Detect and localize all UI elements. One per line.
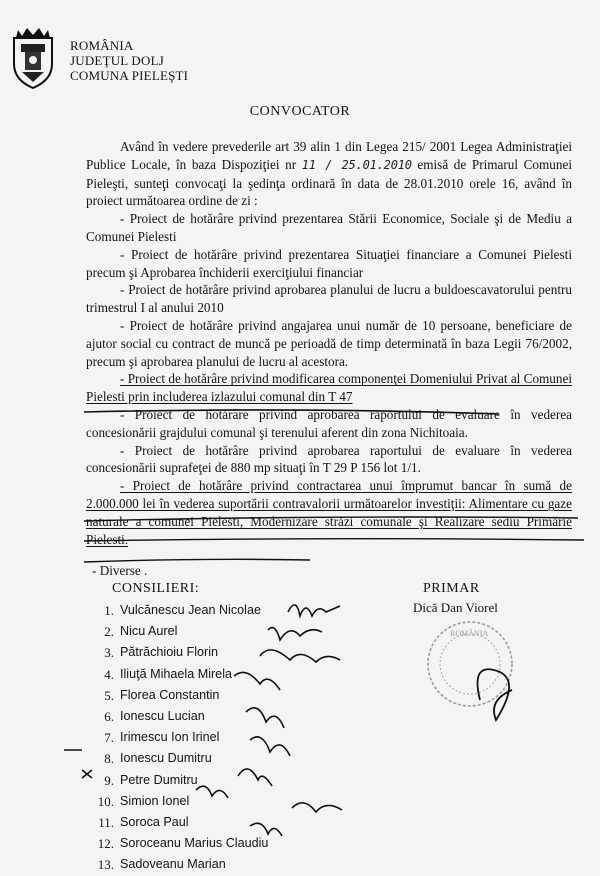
mayor-name: Dică Dan Viorel [413,600,498,615]
list-item [86,770,268,791]
list-number: 2. [104,624,114,640]
councillor-signature [292,803,342,812]
header-commune: COMUNA PIELEŞTI [70,68,189,83]
agenda-diverse: - Diverse . [92,563,148,578]
list-number: 13. [97,857,114,873]
list-item [86,727,268,748]
list-number: 4. [104,666,114,682]
hand-underline [84,559,310,562]
agenda-item: - Proiect de hotărâre privind aprobarea planului de lucru a buldoescavatorului pentru trimestrul I al anului 2010 [86,282,572,316]
header-country: ROMÂNIA [70,38,134,53]
agenda-item-underlined: - Proiect de hotărâre privind contractarea unui împrumut bancar în sumă de 2.000.000 lei în vederea suportării contravalorii următoarelor investiţii: Alimentare cu gaze naturale a comunei Pielesti, Modernizare străzi comunale şi Realizare sediu Primărie Pielesti. [86,478,572,547]
councillor-name: Petre Dumitru [120,772,198,787]
intro-text-1: Având în vedere prevederile art 39 alin 1 din Legea 215/ 2001 Legea Administraţiei Publice Locale, în baza Dispoziţiei nr [86,139,572,172]
mayor-heading: PRIMAR [423,581,480,596]
councillor-name: Ionescu Lucian [120,709,205,724]
list-number: 5. [104,687,114,703]
councillor-name: Sadoveanu Marian [120,857,226,872]
councillor-name: Pătrăchioiu Florin [120,645,218,660]
list-item [86,621,268,642]
councillor-name: Nicu Aurel [120,624,178,639]
agenda-item: - Proiect de hotărâre privind prezentarea Situaţiei financiare a Comunei Pielesti precum şi Aprobarea închiderii exerciţiului financiar [86,246,572,280]
councillor-name: Simion Ionel [120,793,190,808]
list-item [86,748,268,769]
list-number: 11. [98,815,114,831]
list-number: 7. [104,730,114,746]
agenda-item: - Proiect de hotărâre privind aprobarea raportului de evaluare în vederea concesionării suprafeţei de 880 mp situaţi în T 29 P 156 lot 1/1. [86,442,572,476]
document-body [86,138,572,548]
councillor-name: Vulcănescu Jean Nicolae [120,603,261,617]
handwritten-disposition-number: 11 / 25.01.2010 [301,157,412,172]
list-item [86,706,268,727]
coat-of-arms-icon [8,24,58,90]
stamp-text: ROMÂNIA [450,629,489,638]
list-number: 3. [104,645,114,661]
list-item [86,812,268,833]
councillor-name: Florea Constantin [120,687,220,702]
intro-text-2: emisă de Primarul Comunei Pieleşti, sunteţi convocaţi la şedinţa ordinară în data de 28.01.2010 orele 16, având în proiect următoarea ordine de zi : [86,156,572,209]
official-stamp [428,622,512,706]
mayor-signature [478,669,513,720]
list-item [86,854,268,875]
councillors-list [86,600,268,876]
agenda-item-underlined: - Proiect de hotărâre privind modificarea componenţei Domeniului Privat al Comunei Pielesti prin includerea izlazului comunal din T 47 [86,371,572,405]
list-number: 6. [104,709,114,725]
list-number: 9. [104,772,114,788]
list-number: 1. [104,603,114,618]
list-item [86,600,268,621]
list-number: 8. [104,751,114,767]
councillor-name: Iliuţă Mihaela Mirela [120,666,232,681]
councillor-signature [260,650,340,662]
agenda-item: - Proiect de hotărâre privind aprobarea raportului de evaluare în vederea concesionării grajdului comunal şi terenului aferent din zona Nichitoaia. [86,406,572,440]
councillor-signature [268,628,322,640]
document-title: CONVOCATOR [249,104,351,119]
councillor-name: Irimescu Ion Irinel [120,730,220,745]
list-item [86,664,268,685]
list-item [86,685,268,706]
list-item [86,791,268,812]
councillors-heading: CONSILIERI: [112,581,200,596]
agenda-item: - Proiect de hotărâre privind angajarea unui număr de 10 persoane, beneficiare de ajutor social cu contract de muncă pe perioadă de timp determinată în baza Legii 76/2002, precum şi aprobarea planului de lucru al acestora. [86,317,572,369]
header-county: JUDEŢUL DOLJ [70,53,164,68]
agenda-item: - Proiect de hotărâre privind prezentarea Stării Economice, Sociale şi de Mediu a Comunei Pielesti [86,211,572,244]
councillor-name: Soroca Paul [120,815,189,830]
councillor-name: Ionescu Dumitru [120,751,212,766]
list-number: 12. [97,836,114,852]
list-item [86,833,268,854]
list-number: 10. [97,793,114,809]
councillor-signature [288,605,340,616]
list-item [86,642,268,663]
intro-paragraph [86,138,572,210]
institution-header [70,38,188,83]
councillor-name: Soroceanu Marius Claudiu [120,836,269,851]
